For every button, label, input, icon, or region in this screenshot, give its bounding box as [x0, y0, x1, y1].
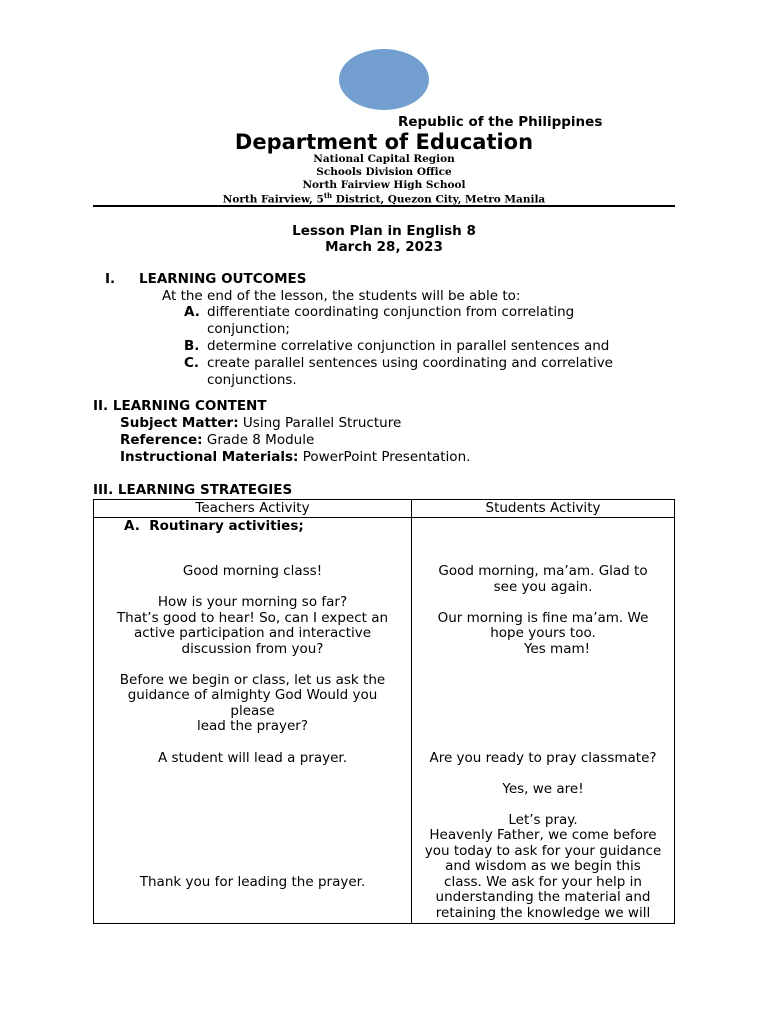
routinary-activities: A. Routinary activities;	[124, 518, 304, 534]
outcome-text: differentiate coordinating conjunction from correlating	[207, 304, 575, 320]
outcomes-intro: At the end of the lesson, the students will be able to:	[162, 288, 521, 304]
teacher-line: Thank you for leading the prayer.	[139, 874, 366, 890]
student-line: retaining the knowledge we will	[435, 905, 651, 921]
strategies-table	[93, 499, 675, 924]
outcome-letter: A.	[184, 304, 200, 320]
address-line: National Capital Region	[313, 153, 455, 165]
teacher-line: please	[230, 703, 275, 719]
student-line: Our morning is fine ma’am. We	[437, 610, 649, 626]
teacher-line: Good morning class!	[182, 563, 323, 579]
outcome-letter: C.	[184, 355, 200, 371]
address-line: Schools Division Office	[316, 166, 452, 178]
lesson-date: March 28, 2023	[325, 239, 443, 255]
reference: Reference: Grade 8 Module	[120, 432, 315, 448]
outcome-text: determine correlative conjunction in parallel sentences and	[207, 338, 610, 354]
student-line: see you again.	[493, 579, 593, 595]
student-line: Yes mam!	[523, 641, 591, 657]
outcomes-number: I.	[105, 271, 116, 287]
student-line: Let’s pray.	[508, 812, 578, 828]
student-line: and wisdom as we begin this	[445, 858, 641, 874]
content-heading: II. LEARNING CONTENT	[93, 398, 267, 414]
outcome-text: create parallel sentences using coordinating and correlative	[207, 355, 613, 371]
teacher-line: discussion from you?	[181, 641, 324, 657]
lesson-title: Lesson Plan in English 8	[292, 223, 476, 239]
student-line: you today to ask for your guidance	[424, 843, 662, 859]
students-activity-cell	[412, 518, 675, 924]
student-line: understanding the material and	[435, 889, 651, 905]
street-address: North Fairview, 5th District, Quezon City, Metro Manila	[222, 191, 546, 206]
student-line: Heavenly Father, we come before	[429, 827, 657, 843]
teacher-line: guidance of almighty God Would you	[127, 687, 378, 703]
outcome-text: conjunction;	[207, 321, 290, 337]
outcomes-heading: LEARNING OUTCOMES	[139, 271, 307, 287]
teacher-line: active participation and interactive	[133, 625, 372, 641]
teacher-line: lead the prayer?	[196, 718, 309, 734]
teacher-line: Before we begin or class, let us ask the	[119, 672, 386, 688]
strategies-heading: III. LEARNING STRATEGIES	[93, 482, 293, 498]
header-divider	[93, 205, 675, 207]
student-line: hope yours too.	[490, 625, 596, 641]
republic-label: Republic of the Philippines	[398, 114, 603, 130]
col-header-teacher: Teachers Activity	[94, 500, 412, 518]
teacher-line: A student will lead a prayer.	[157, 750, 348, 766]
department-title: Department of Education	[234, 130, 534, 154]
outcome-text: conjunctions.	[207, 372, 297, 388]
teacher-activity-cell	[94, 518, 412, 924]
instructional-materials: Instructional Materials: PowerPoint Presentation.	[120, 449, 471, 465]
student-line: class. We ask for your help in	[444, 874, 642, 890]
deped-seal	[339, 49, 429, 110]
teacher-line: How is your morning so far?	[157, 594, 348, 610]
student-line: Yes, we are!	[502, 781, 584, 797]
student-line: Good morning, ma’am. Glad to	[438, 563, 648, 579]
col-header-students: Students Activity	[412, 500, 675, 518]
student-line: Are you ready to pray classmate?	[429, 750, 657, 766]
outcome-letter: B.	[184, 338, 200, 354]
address-line: North Fairview High School	[302, 179, 466, 191]
teacher-line: That’s good to hear! So, can I expect an	[116, 610, 389, 626]
subject-matter: Subject Matter: Using Parallel Structure	[120, 415, 402, 431]
